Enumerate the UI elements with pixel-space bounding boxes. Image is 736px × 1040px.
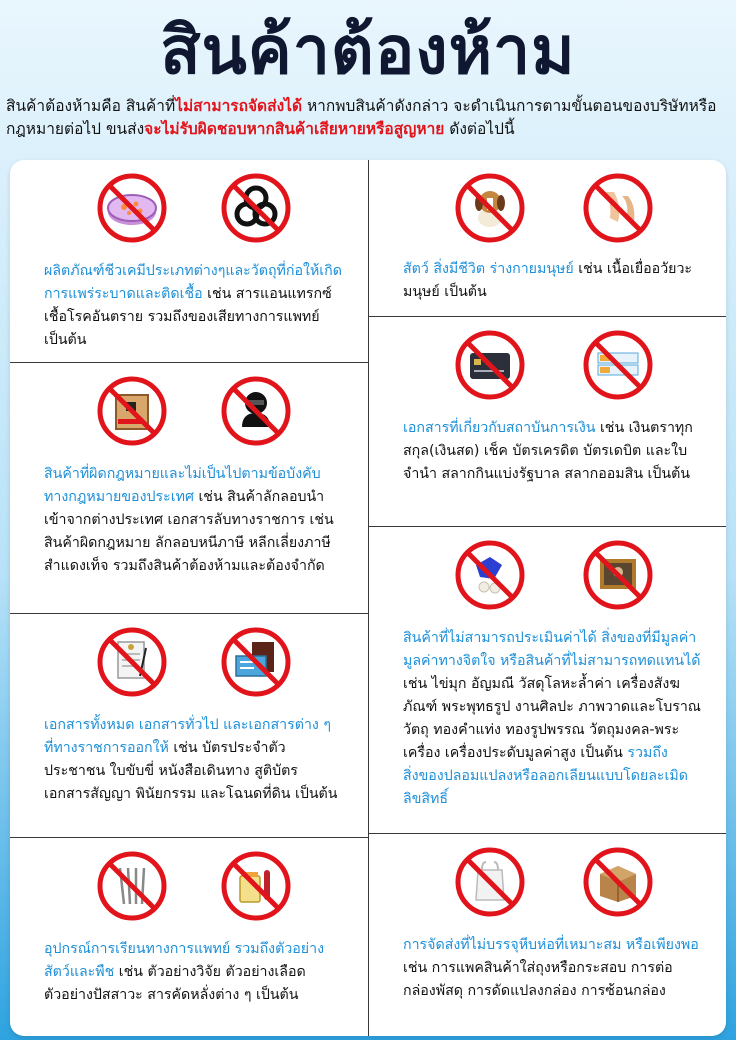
item-detail: เช่น ตัวอย่างวิจัย ตัวอย่างเลือด ตัวอย่างปัสสาวะ สารคัดหลั่งต่าง ๆ เป็นต้น <box>44 964 306 1003</box>
item-living <box>369 160 726 317</box>
item-highlight: อุปกรณ์การเรียนทางการแพทย์ รวมถึงตัวอย่างสัตว์และพืช <box>44 941 325 980</box>
item-detail: เช่น เนื้อเยื่ออวัยวะมนุษย์ เป็นต้น <box>403 261 693 300</box>
biohazard-icon <box>220 172 292 244</box>
damaged-box-icon <box>582 846 654 918</box>
item-description <box>403 934 703 1003</box>
prohibited-items-panel <box>10 160 726 1036</box>
intro-highlight-2: จะไม่รับผิดชอบหากสินค้าเสียหายหรือสูญหาย <box>144 120 445 138</box>
item-documents <box>10 614 368 838</box>
intro-highlight-1: ไม่สามารถจัดส่งได้ <box>175 97 303 115</box>
item-detail: เช่น บัตรประจำตัวประชาชน ใบขับขี่ หนังสือเดินทาง สูติบัตร เอกสารสัญญา พินัยกรรม และโฉนดที่ดิน เป็นต้น <box>44 740 338 802</box>
item-packaging <box>369 834 726 1036</box>
item-detail: เช่น เงินตราทุกสกุล(เงินสด) เช็ค บัตรเครดิต บัตรเดบิต และใบจำนำ สลากกินแบ่งรัฐบาล สลากออมสิน เป็นต้น <box>403 420 693 482</box>
item-financial <box>369 317 726 527</box>
confidential-box-icon <box>96 375 168 447</box>
item-description <box>403 258 703 304</box>
intro-part-1: สินค้าต้องห้ามคือ สินค้าที่ <box>6 97 176 115</box>
body-parts-icon <box>582 172 654 244</box>
item-description <box>403 627 703 811</box>
item-detail: เช่น สารแอนแทรกซ์ เชื้อโรคอันตราย รวมถึงของเสียทางการแพทย์ เป็นต้น <box>44 286 332 348</box>
item-detail: เช่น สินค้าลักลอบนำเข้าจากต่างประเทศ เอกสารลับทางราชการ เช่น สินค้าผิดกฎหมาย ลักลอบหนีภาษี หลีกเลี่ยงภาษี สำแดงเท็จ รวมถึงสินค้าต้องห้ามและต้องจำกัด <box>44 489 334 574</box>
painting-icon <box>582 539 654 611</box>
item-description <box>403 417 703 486</box>
item-detail: เช่น การแพคสินค้าใส่ถุงหรือกระสอบ การต่อกล่องพัสดุ การดัดแปลงกล่อง การซ้อนกล่อง <box>403 960 673 999</box>
intro-text <box>6 95 730 141</box>
intro-part-5: ดังต่อไปนี้ <box>444 120 515 138</box>
medical-tools-icon <box>96 850 168 922</box>
item-biochemical <box>10 160 368 363</box>
intro-part-3: หากพบสินค้าดังกล่าว จะดำเนินการตามขั้นตอนของบริษัทหรือกฎหมายต่อไป ขนส่ง <box>6 97 717 138</box>
credit-card-icon <box>454 329 526 401</box>
passport-icon <box>220 626 292 698</box>
page-title: สินค้าต้องห้าม <box>160 12 576 89</box>
item-description <box>44 714 344 806</box>
item-medical <box>10 838 368 1036</box>
item-highlight: สินค้าที่ผิดกฎหมายและไม่เป็นไปตามข้อบังคับทางกฎหมายของประเทศ <box>44 466 321 505</box>
item-illegal <box>10 363 368 614</box>
item-valuables <box>369 527 726 834</box>
item-detail: เช่น ไข่มุก อัญมณี วัสดุโลหะล้ำค่า เครื่องสังฆภัณฑ์ พระพุทธรูป งานศิลปะ ภาพวาดและโบราณวัตถุ ทองคำแท่ง ทองรูปพรรณ วัตถุมงคล-พระเครื่อง เครื่องประดับมูลค่าสูง เป็นต้น <box>403 676 701 761</box>
item-highlight: การจัดส่งที่ไม่บรรจุหีบห่อที่เหมาะสม หรือเพียงพอ <box>403 937 699 953</box>
item-highlight: สินค้าที่ไม่สามารถประเมินค่าได้ สิ่งของที่มีมูลค่า มูลค่าทางจิตใจ หรือสินค้าที่ไม่สามารถทดแทนได้ <box>403 630 701 669</box>
lottery-icon <box>582 329 654 401</box>
item-highlight: สัตว์ สิ่งมีชีวิต ร่างกายมนุษย์ <box>403 261 574 277</box>
petri-dish-icon <box>96 172 168 244</box>
dog-icon <box>454 172 526 244</box>
item-highlight: ผลิตภัณฑ์ชีวเคมีประเภทต่างๆและวัตถุที่ก่อให้เกิดการแพร่ระบาดและติดเชื้อ <box>44 263 342 302</box>
item-highlight-2: รวมถึงสิ่งของปลอมแปลงหรือลอกเลียนแบบโดยละเมิดลิขสิทธิ์ <box>403 745 688 807</box>
thief-icon <box>220 375 292 447</box>
item-highlight: เอกสารทั้งหมด เอกสารทั่วไป และเอกสารต่าง ๆ ที่ทางราชการออกให้ <box>44 717 331 756</box>
item-description <box>44 938 344 1007</box>
item-highlight: เอกสารที่เกี่ยวกับสถาบันการเงิน <box>403 420 596 436</box>
item-description <box>44 260 344 352</box>
certificate-icon <box>96 626 168 698</box>
gem-icon <box>454 539 526 611</box>
plastic-bag-icon <box>454 846 526 918</box>
specimen-icon <box>220 850 292 922</box>
item-description <box>44 463 344 578</box>
